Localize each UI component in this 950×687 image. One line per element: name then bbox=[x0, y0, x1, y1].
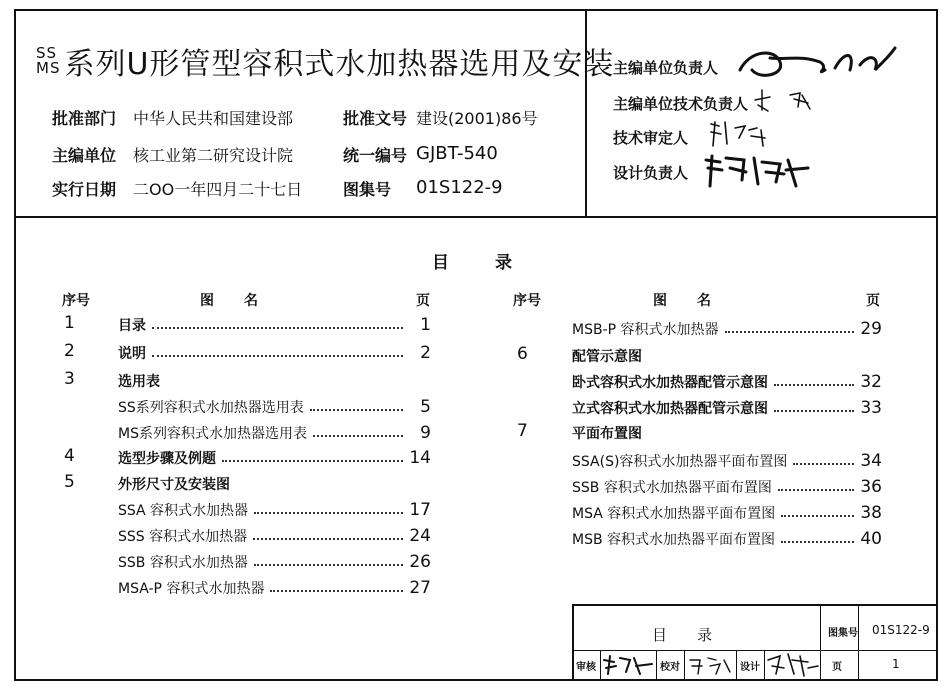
toc-left-num: 2 bbox=[64, 341, 75, 361]
toc-entry-title: MS系列容积式水加热器选用表 bbox=[118, 426, 307, 442]
title-main: 系列U形管型容积式水加热器选用及安装 bbox=[64, 47, 615, 82]
signature-design-head bbox=[700, 150, 815, 192]
leader-dots bbox=[152, 355, 403, 357]
toc-entry-page: 5 bbox=[420, 397, 431, 417]
dept-label: 批准部门 bbox=[52, 109, 117, 128]
toc-left-row[interactable] bbox=[118, 498, 431, 520]
toc-right-num: 7 bbox=[517, 421, 528, 441]
code-label: 统一编号 bbox=[343, 146, 408, 165]
atlas-value: 01S122-9 bbox=[416, 177, 503, 198]
right-seq-header: 序号 bbox=[513, 293, 541, 309]
toc-entry-title: 外形尺寸及安装图 bbox=[118, 477, 230, 493]
meta-doc bbox=[343, 106, 538, 129]
doc-label: 批准文号 bbox=[343, 109, 408, 128]
meta-atlas bbox=[343, 177, 503, 200]
toc-right-row[interactable] bbox=[572, 396, 882, 418]
title-block-vline bbox=[736, 650, 737, 679]
toc-entry-page: 36 bbox=[860, 477, 882, 497]
page-label: 页 bbox=[832, 662, 842, 673]
toc-entry-title: 立式容积式水加热器配管示意图 bbox=[572, 401, 768, 417]
toc-left-row[interactable] bbox=[118, 395, 431, 417]
header-divider bbox=[14, 216, 938, 218]
resp-editor-head: 主编单位负责人 bbox=[613, 59, 719, 77]
toc-right-num: 6 bbox=[517, 344, 528, 364]
toc-entry-page: 38 bbox=[860, 503, 882, 523]
toc-entry-page: 29 bbox=[860, 319, 882, 339]
toc-entry-title: 平面布置图 bbox=[572, 426, 642, 442]
toc-left-row[interactable] bbox=[118, 576, 431, 598]
toc-entry-title: 选用表 bbox=[118, 374, 160, 390]
signature-reviewer bbox=[705, 116, 785, 150]
series-prefix bbox=[36, 46, 60, 76]
title-block bbox=[572, 604, 938, 681]
date-label: 实行日期 bbox=[52, 180, 117, 199]
title-block-divider bbox=[574, 650, 936, 651]
toc-entry-title: SS系列容积式水加热器选用表 bbox=[118, 400, 304, 416]
title-block-vline bbox=[684, 650, 685, 679]
leader-dots bbox=[254, 512, 403, 514]
editor-value: 核工业第二研究设计院 bbox=[133, 146, 294, 165]
resp-design-head: 设计负责人 bbox=[613, 164, 689, 182]
toc-entry-page: 14 bbox=[409, 448, 431, 468]
toc-left-row[interactable] bbox=[118, 313, 431, 335]
toc-entry-page: 2 bbox=[420, 343, 431, 363]
signature-check bbox=[686, 652, 736, 678]
toc-entry-page: 24 bbox=[409, 526, 431, 546]
review-label: 审核 bbox=[576, 662, 596, 673]
toc-left-num: 3 bbox=[64, 369, 75, 389]
leader-dots bbox=[152, 327, 403, 329]
code-value: GJBT-540 bbox=[416, 143, 498, 164]
toc-left-row[interactable] bbox=[118, 341, 431, 363]
toc-entry-title: 说明 bbox=[118, 346, 146, 362]
toc-entry-page: 26 bbox=[409, 552, 431, 572]
toc-right-row[interactable] bbox=[572, 501, 882, 523]
leader-dots bbox=[725, 331, 854, 333]
toc-entry-page: 9 bbox=[420, 423, 431, 443]
right-page-header: 页 bbox=[866, 293, 880, 309]
signature-design bbox=[764, 646, 820, 678]
toc-left-row[interactable] bbox=[118, 369, 431, 391]
leader-dots bbox=[778, 489, 854, 491]
check-label: 校对 bbox=[660, 662, 680, 673]
title-block-atlas-label: 图集号 bbox=[828, 628, 858, 639]
atlas-title bbox=[36, 38, 614, 84]
leader-dots bbox=[774, 410, 854, 412]
toc-entry-page: 17 bbox=[409, 500, 431, 520]
meta-editor bbox=[52, 143, 294, 166]
resp-reviewer: 技术审定人 bbox=[613, 129, 689, 147]
title-block-vline bbox=[656, 650, 657, 679]
title-block-atlas-value: 01S122-9 bbox=[872, 623, 930, 637]
leader-dots bbox=[270, 590, 403, 592]
toc-entry-page: 34 bbox=[860, 451, 882, 471]
title-block-vline bbox=[858, 606, 859, 679]
toc-entry-page: 33 bbox=[860, 398, 882, 418]
series-prefix-bottom: MS bbox=[36, 59, 61, 77]
toc-left-num: 5 bbox=[64, 472, 75, 492]
toc-entry-title: 卧式容积式水加热器配管示意图 bbox=[572, 375, 768, 391]
toc-entry-page: 32 bbox=[860, 372, 882, 392]
signature-tech-head bbox=[750, 85, 830, 115]
toc-left-row[interactable] bbox=[118, 524, 431, 546]
leader-dots bbox=[313, 435, 403, 437]
leader-dots bbox=[781, 541, 854, 543]
toc-left-row[interactable] bbox=[118, 550, 431, 572]
toc-entry-title: MSA-P 容积式水加热器 bbox=[118, 581, 265, 597]
leader-dots bbox=[310, 409, 403, 411]
signature-editor-head bbox=[730, 40, 900, 85]
toc-left-row[interactable] bbox=[118, 446, 431, 468]
toc-right-row[interactable] bbox=[572, 370, 882, 392]
toc-left-num: 4 bbox=[64, 446, 75, 466]
toc-entry-title: 目录 bbox=[118, 318, 146, 334]
toc-entry-title: MSA 容积式水加热器平面布置图 bbox=[572, 506, 776, 522]
toc-entry-page: 1 bbox=[420, 315, 431, 335]
toc-right-row[interactable] bbox=[572, 344, 882, 366]
toc-entry-title: MSB 容积式水加热器平面布置图 bbox=[572, 532, 776, 548]
meta-dept bbox=[52, 106, 294, 129]
date-value: 二OO一年四月二十七日 bbox=[133, 180, 303, 199]
resp-tech-head: 主编单位技术负责人 bbox=[613, 95, 749, 113]
toc-entry-title: SSS 容积式水加热器 bbox=[118, 529, 248, 545]
toc-left-num: 1 bbox=[64, 313, 75, 333]
leader-dots bbox=[781, 515, 854, 517]
toc-right-row[interactable] bbox=[572, 527, 882, 549]
design-label: 设计 bbox=[740, 662, 760, 673]
dept-value: 中华人民共和国建设部 bbox=[133, 109, 294, 128]
title-block-name: 目录 bbox=[652, 626, 743, 644]
leader-dots bbox=[774, 384, 854, 386]
toc-entry-title: SSA(S)容积式水加热器平面布置图 bbox=[572, 454, 788, 470]
toc-entry-title: 选型步骤及例题 bbox=[118, 451, 216, 467]
right-drawing-header: 图 名 bbox=[653, 293, 719, 309]
page-value: 1 bbox=[892, 657, 900, 671]
left-page-header: 页 bbox=[416, 293, 430, 309]
left-drawing-header: 图 名 bbox=[200, 293, 266, 309]
toc-title: 目录 bbox=[432, 253, 558, 273]
signature-review bbox=[600, 652, 656, 678]
toc-entry-page: 27 bbox=[409, 578, 431, 598]
meta-date bbox=[52, 177, 303, 200]
toc-entry-title: MSB-P 容积式水加热器 bbox=[572, 322, 719, 338]
doc-value: 建设(2001)86号 bbox=[416, 109, 538, 128]
toc-entry-title: 配管示意图 bbox=[572, 349, 642, 365]
toc-left-row[interactable] bbox=[118, 472, 431, 494]
leader-dots bbox=[222, 460, 403, 462]
title-block-vline bbox=[820, 606, 821, 679]
toc-entry-page: 40 bbox=[860, 529, 882, 549]
leader-dots bbox=[253, 538, 403, 540]
toc-right-row[interactable] bbox=[572, 475, 882, 497]
toc-left-row[interactable] bbox=[118, 421, 431, 443]
toc-right-row[interactable] bbox=[572, 449, 882, 471]
leader-dots bbox=[254, 564, 403, 566]
toc-entry-title: SSA 容积式水加热器 bbox=[118, 503, 249, 519]
toc-entry-title: SSB 容积式水加热器平面布置图 bbox=[572, 480, 772, 496]
toc-right-row[interactable] bbox=[572, 421, 882, 443]
leader-dots bbox=[793, 463, 854, 465]
toc-right-row[interactable] bbox=[572, 317, 882, 339]
editor-label: 主编单位 bbox=[52, 146, 117, 165]
toc-entry-title: SSB 容积式水加热器 bbox=[118, 555, 248, 571]
meta-code bbox=[343, 143, 498, 166]
atlas-label: 图集号 bbox=[343, 180, 392, 199]
series-prefix-top: SS bbox=[36, 44, 58, 62]
left-seq-header: 序号 bbox=[62, 293, 90, 309]
